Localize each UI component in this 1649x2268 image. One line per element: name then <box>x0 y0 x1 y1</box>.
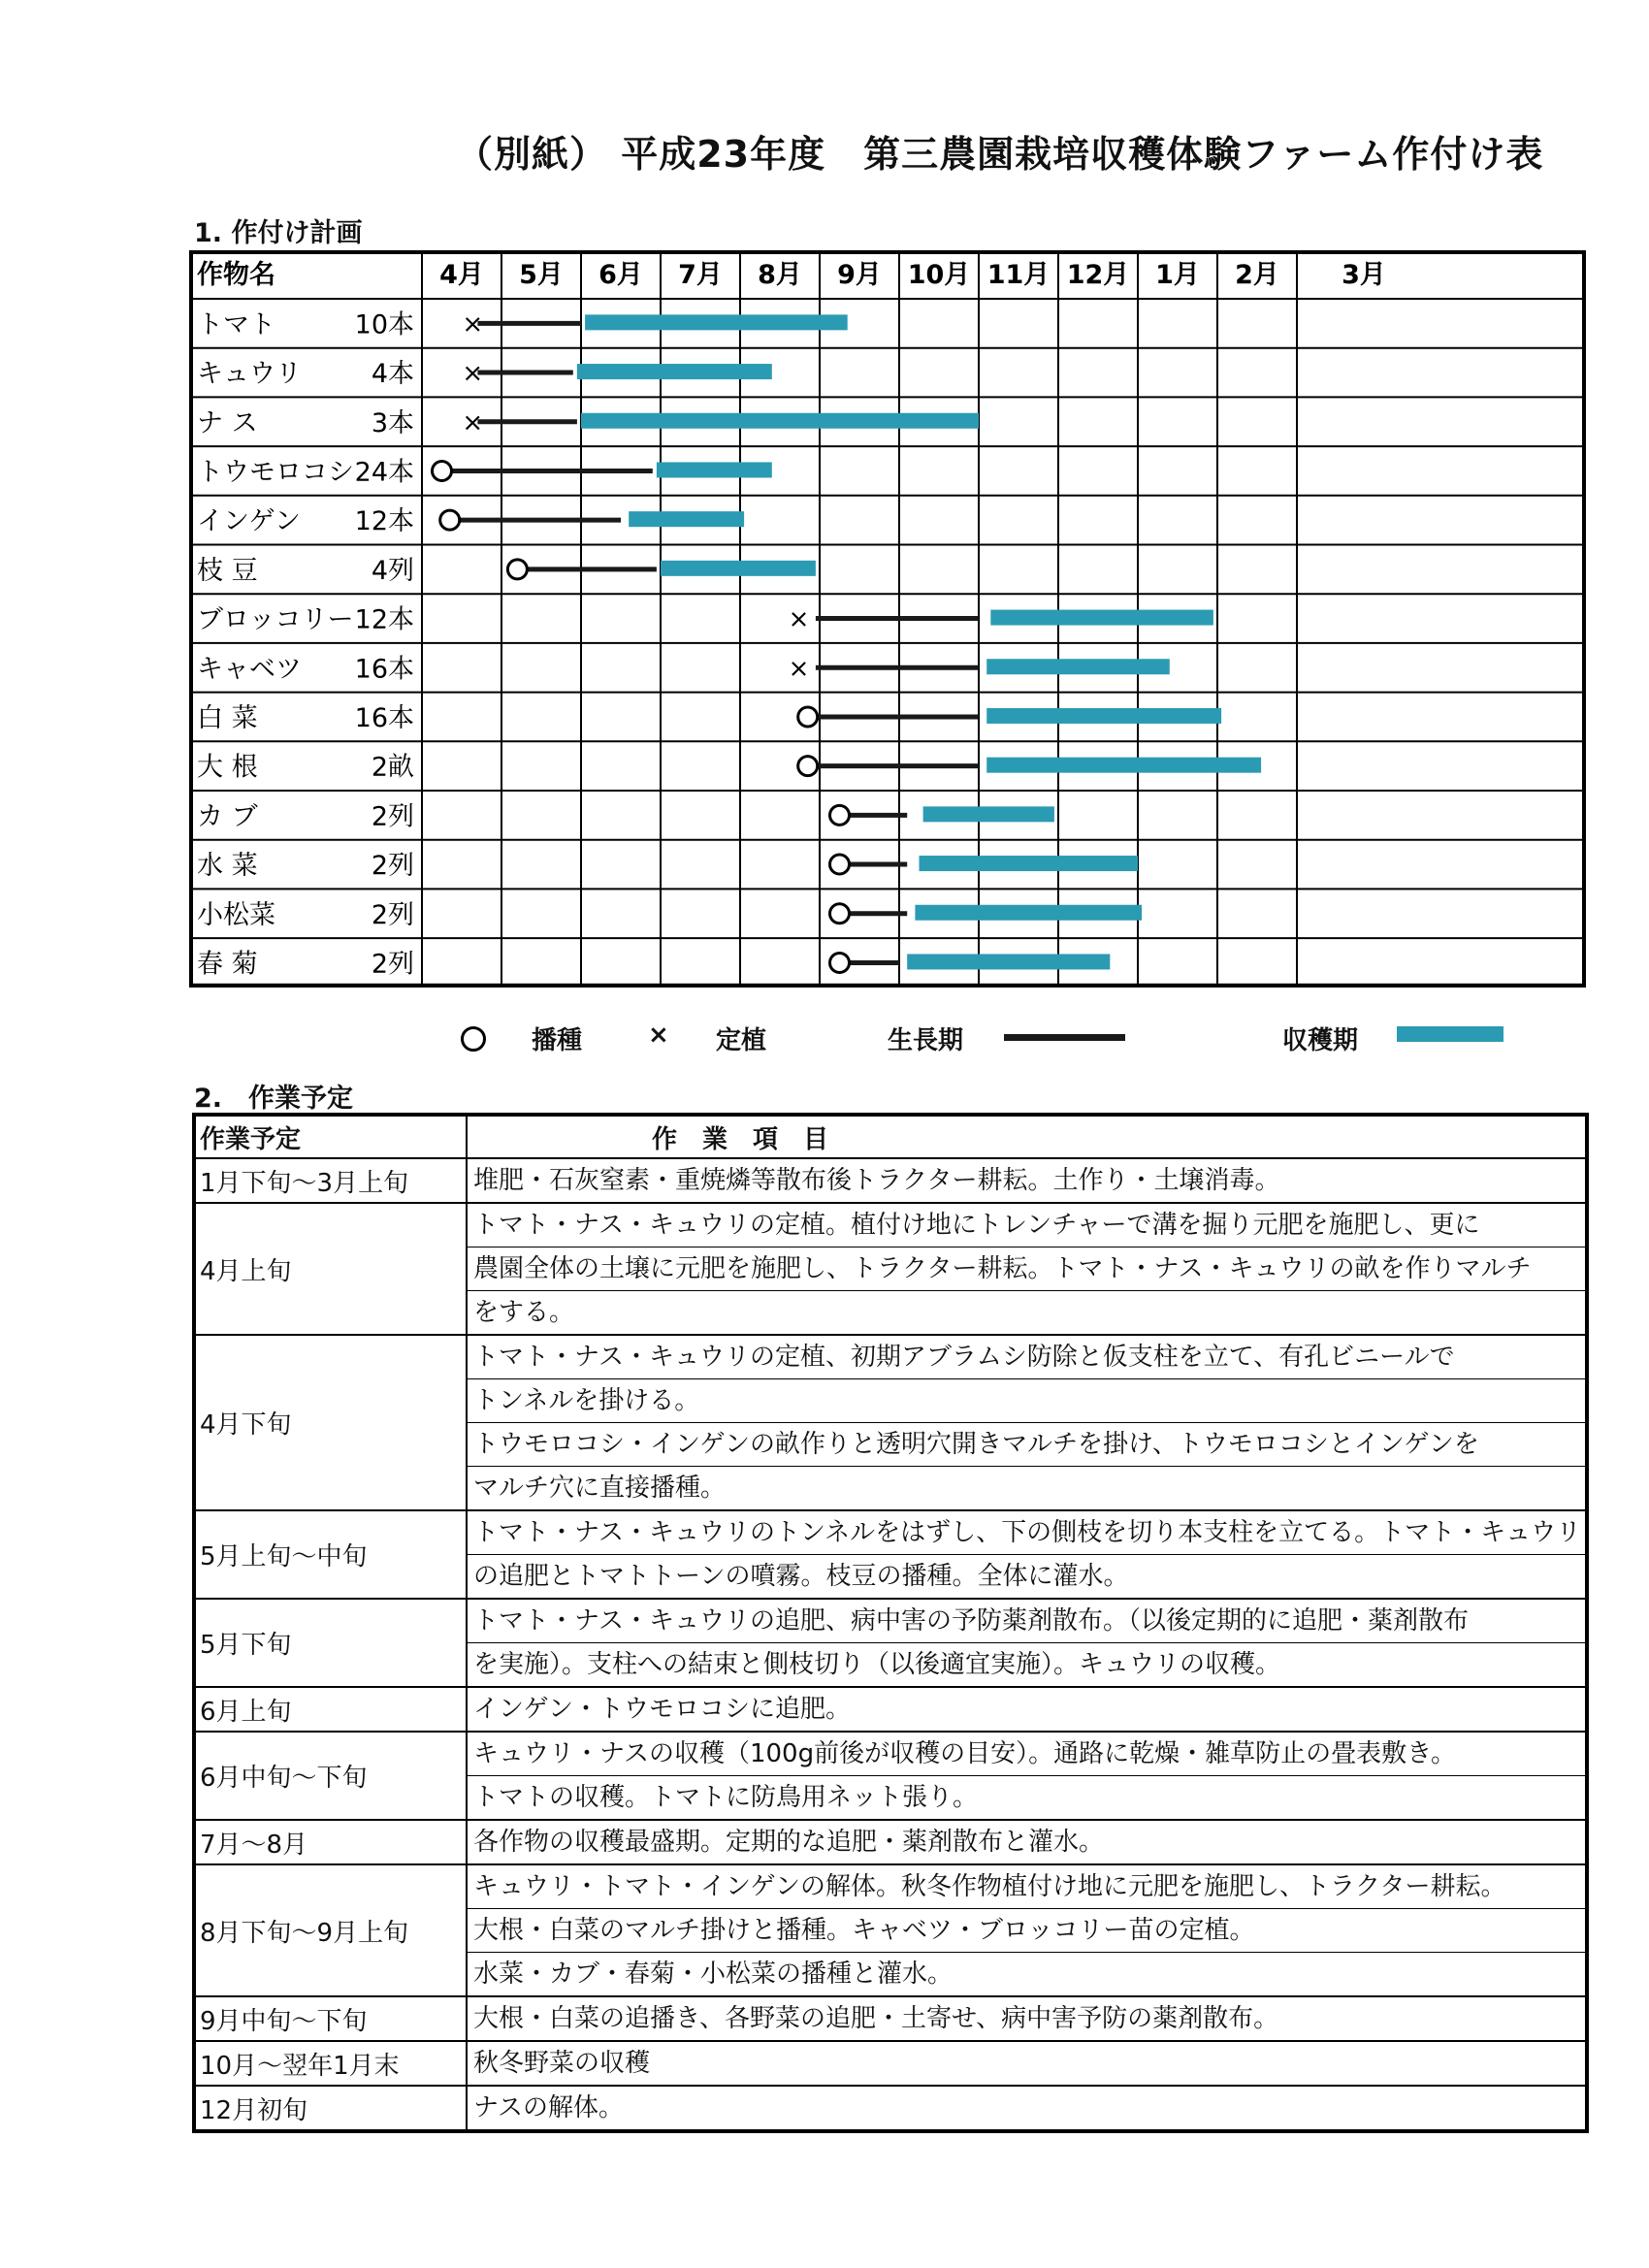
plant-mark: × <box>788 654 810 684</box>
harvest-period-bar <box>907 954 1110 969</box>
legend-sow-circle-icon <box>461 1026 486 1052</box>
schedule-task-line: 農園全体の土壌に元肥を施肥し、トラクター耕耘。トマト・ナス・キュウリの畝を作りマルチ <box>468 1247 1585 1291</box>
schedule-task-line: をする。 <box>473 1298 575 1327</box>
schedule-header-row <box>194 1115 1587 1158</box>
schedule-tasks <box>467 1687 1587 1732</box>
sow-mark <box>798 757 818 776</box>
crop-name: キャベツ <box>197 654 302 685</box>
schedule-task-line: ナスの解体。 <box>473 2093 624 2122</box>
harvest-period-bar <box>661 561 816 576</box>
crop-quantity: 12本 <box>354 604 414 635</box>
crop-quantity: 10本 <box>354 309 414 340</box>
month-label: 9月 <box>837 260 882 290</box>
schedule-task-line: トウモロコシ・インゲンの畝作りと透明穴開きマルチを掛け、トウモロコシとインゲンを <box>468 1423 1585 1467</box>
harvest-period-bar <box>990 610 1213 626</box>
schedule-row <box>194 1203 1587 1335</box>
harvest-period-bar <box>986 758 1261 773</box>
section-heading-plan: 1. 作付け計画 <box>194 218 363 248</box>
schedule-tasks <box>467 1996 1587 2041</box>
month-label: 6月 <box>598 260 643 290</box>
crop-quantity: 3本 <box>371 407 414 438</box>
schedule-task-line: トマト・ナス・キュウリの定植、初期アブラムシ防除と仮支柱を立て、有孔ビニールで <box>468 1336 1585 1379</box>
crop-name: 白 菜 <box>197 702 258 733</box>
schedule-tasks <box>467 1335 1587 1510</box>
planting-chart <box>189 250 1586 988</box>
crop-name: カ ブ <box>197 801 258 832</box>
harvest-period-bar <box>577 364 772 379</box>
harvest-period-bar <box>581 413 979 429</box>
crop-name: 枝 豆 <box>197 555 258 586</box>
crop-name: インゲン <box>197 506 301 537</box>
crop-name: キュウリ <box>197 359 302 390</box>
schedule-period: 4月上旬 <box>194 1203 467 1335</box>
schedule-period: 1月下旬～3月上旬 <box>194 1158 467 1203</box>
schedule-period: 5月下旬 <box>194 1599 467 1687</box>
schedule-task-line: キュウリ・トマト・インゲンの解体。秋冬作物植付け地に元肥を施肥し、トラクター耕耘。 <box>468 1865 1585 1909</box>
schedule-tasks <box>467 1864 1587 1996</box>
schedule-tasks <box>467 1732 1587 1820</box>
legend-plant-label: 定植 <box>716 1026 767 1055</box>
sow-mark <box>830 805 850 825</box>
schedule-period: 12月初旬 <box>194 2086 467 2131</box>
crop-name: 大 根 <box>197 752 258 783</box>
schedule-row <box>194 1158 1587 1203</box>
month-label: 2月 <box>1235 260 1279 290</box>
harvest-period-bar <box>585 314 848 330</box>
sow-mark <box>440 510 460 530</box>
schedule-tasks <box>467 2086 1587 2131</box>
harvest-period-bar <box>915 905 1142 921</box>
crop-quantity: 2列 <box>371 949 414 980</box>
harvest-period-bar <box>923 806 1054 822</box>
crop-quantity: 12本 <box>354 506 414 537</box>
schedule-period: 5月上旬～中旬 <box>194 1510 467 1599</box>
crop-quantity: 24本 <box>354 457 414 488</box>
schedule-row <box>194 1732 1587 1820</box>
crop-name: 春 菊 <box>197 949 258 980</box>
month-label: 1月 <box>1155 260 1200 290</box>
schedule-tasks <box>467 2041 1587 2086</box>
harvest-period-bar <box>986 659 1170 674</box>
crop-quantity: 16本 <box>354 654 414 685</box>
schedule-task-line: の追肥とトマトトーンの噴霧。枝豆の播種。全体に灌水。 <box>473 1562 1129 1591</box>
legend-harvest-label: 収穫期 <box>1282 1026 1359 1055</box>
month-label: 4月 <box>439 260 484 290</box>
legend-sow-label: 播種 <box>532 1026 583 1055</box>
crop-name: ナ ス <box>197 407 258 438</box>
legend-harvest-bar <box>1397 1026 1504 1042</box>
harvest-period-bar <box>986 708 1221 724</box>
schedule-period: 10月～翌年1月末 <box>194 2041 467 2086</box>
schedule-row <box>194 1864 1587 1996</box>
plant-mark: × <box>788 604 810 634</box>
schedule-row <box>194 2041 1587 2086</box>
schedule-task-line: 秋冬野菜の収穫 <box>473 2049 651 2078</box>
schedule-period: 8月下旬～9月上旬 <box>194 1864 467 1996</box>
schedule-period: 7月～8月 <box>194 1820 467 1864</box>
schedule-period: 9月中旬～下旬 <box>194 1996 467 2041</box>
work-schedule-table <box>192 1113 1589 2133</box>
schedule-row <box>194 1820 1587 1864</box>
legend-grow-label: 生長期 <box>888 1026 964 1055</box>
crop-quantity: 4本 <box>371 359 414 390</box>
schedule-tasks <box>467 1158 1587 1203</box>
harvest-period-bar <box>657 462 772 477</box>
schedule-row <box>194 1599 1587 1687</box>
sow-mark <box>433 461 452 480</box>
schedule-task-line: インゲン・トウモロコシに追肥。 <box>473 1695 851 1724</box>
schedule-task-line: トマト・ナス・キュウリの追肥、病中害の予防薬剤散布。（以後定期的に追肥・薬剤散布 <box>468 1600 1585 1643</box>
schedule-period: 6月上旬 <box>194 1687 467 1732</box>
month-label: 5月 <box>519 260 564 290</box>
crop-name: ブロッコリー <box>197 604 354 635</box>
sow-mark <box>830 953 850 972</box>
plant-mark: × <box>462 359 484 389</box>
schedule-tasks <box>467 1599 1587 1687</box>
crop-quantity: 16本 <box>354 702 414 733</box>
crop-quantity: 2列 <box>371 801 414 832</box>
schedule-task-line: トマト・ナス・キュウリの定植。植付け地にトレンチャーで溝を掘り元肥を施肥し、更に <box>468 1204 1585 1247</box>
schedule-task-line: トマト・ナス・キュウリのトンネルをはずし、下の側枝を切り本支柱を立てる。トマト・キュウリ <box>468 1511 1585 1555</box>
schedule-task-line: トマトの収穫。トマトに防鳥用ネット張り。 <box>473 1783 979 1812</box>
schedule-header-items: 作 業 項 目 <box>467 1115 1587 1158</box>
crop-name: 小松菜 <box>197 899 275 930</box>
sow-mark <box>507 560 527 579</box>
schedule-period: 4月下旬 <box>194 1335 467 1510</box>
legend-plant-symbol: × <box>648 1021 669 1050</box>
month-label: 12月 <box>1066 260 1130 290</box>
harvest-period-bar <box>920 856 1139 871</box>
crop-quantity: 2畝 <box>371 752 414 783</box>
schedule-task-line: を実施）。支柱への結束と側枝切り（以後適宜実施）。キュウリの収穫。 <box>473 1650 1281 1679</box>
page-title: （別紙） 平成23年度 第三農園栽培収穫体験ファーム作付け表 <box>456 133 1544 176</box>
harvest-period-bar <box>629 511 744 527</box>
schedule-task-line: 大根・白菜の追播き、各野菜の追肥・土寄せ、病中害予防の薬剤散布。 <box>473 2004 1279 2033</box>
schedule-task-line: 堆肥・石灰窒素・重焼燐等散布後トラクター耕耘。土作り・土壌消毒。 <box>473 1166 1280 1195</box>
plant-mark: × <box>462 407 484 437</box>
schedule-tasks <box>467 1820 1587 1864</box>
schedule-row <box>194 1996 1587 2041</box>
schedule-task-line: マルチ穴に直接播種。 <box>473 1474 727 1503</box>
crop-name: トウモロコシ <box>197 457 354 488</box>
sow-mark <box>830 855 850 874</box>
legend-grow-line <box>1004 1034 1125 1041</box>
sow-mark <box>830 904 850 923</box>
month-label: 10月 <box>907 260 971 290</box>
header-crop-name: 作物名 <box>197 260 275 290</box>
month-label: 3月 <box>1342 260 1386 290</box>
sow-mark <box>798 707 818 727</box>
schedule-task-line: キュウリ・ナスの収穫（100g前後が収穫の目安）。通路に乾燥・雑草防止の畳表敷き。 <box>468 1733 1585 1776</box>
schedule-task-line: トンネルを掛ける。 <box>468 1379 1585 1423</box>
plant-mark: × <box>462 309 484 340</box>
month-label: 8月 <box>758 260 802 290</box>
schedule-task-line: 大根・白菜のマルチ掛けと播種。キャベツ・ブロッコリー苗の定植。 <box>468 1909 1585 1953</box>
crop-quantity: 2列 <box>371 851 414 882</box>
schedule-row <box>194 1510 1587 1599</box>
schedule-row <box>194 1687 1587 1732</box>
schedule-row <box>194 1335 1587 1510</box>
crop-quantity: 2列 <box>371 899 414 930</box>
schedule-tasks <box>467 1203 1587 1335</box>
schedule-tasks <box>467 1510 1587 1599</box>
schedule-task-line: 各作物の収穫最盛期。定期的な追肥・薬剤散布と灌水。 <box>473 1828 1105 1857</box>
month-label: 11月 <box>986 260 1051 290</box>
crop-quantity: 4列 <box>371 555 414 586</box>
schedule-header-when: 作業予定 <box>194 1115 467 1158</box>
crop-name: 水 菜 <box>197 851 258 882</box>
schedule-period: 6月中旬～下旬 <box>194 1732 467 1820</box>
crop-name: トマト <box>197 309 275 340</box>
schedule-task-line: 水菜・カブ・春菊・小松菜の播種と灌水。 <box>473 1960 954 1989</box>
schedule-row <box>194 2086 1587 2131</box>
section-heading-schedule: 2. 作業予定 <box>194 1084 354 1114</box>
month-label: 7月 <box>678 260 723 290</box>
